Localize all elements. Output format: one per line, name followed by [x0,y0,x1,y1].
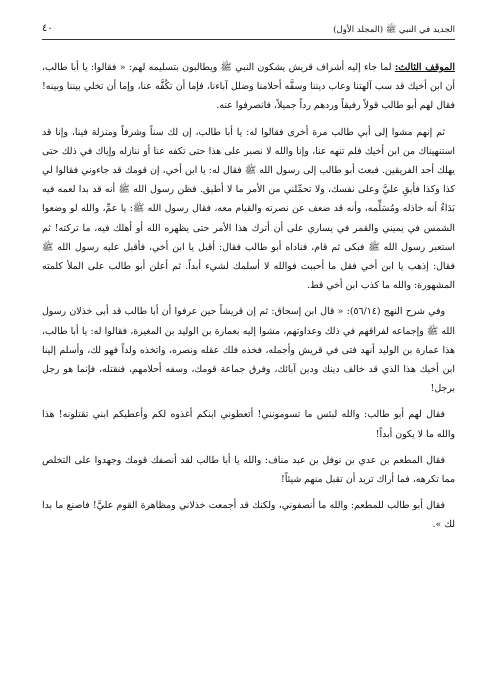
running-title: الجديد في النبي ﷺ (المجلد الأول) [333,24,455,35]
paragraph-5: فقال المطعم بن عدي بن نوفل بن عبد مناف: والله يا أبا طالب لقد أنصفك قومك وجهدوا على التخلص مما تكرهه، فما أراك تريد أن تقبل منهم شيئاً! [42,454,455,486]
section-label: الموقف الثالث: [394,62,455,73]
paragraph-2: ثم إنهم مشوا إلى أبي طالب مرة أخرى فقالوا له: يا أبا طالب، إن لك سناً وشرفاً ومنزلة فينا، وإنا قد استنهيناك من ابن أخيك فلم تنهه عنا، وإنا والله لا نصبر على هذا حتى تكفه عنا أو ننازله وإياك في ذلك حتى يهلك أحد الفريقين. فبعث أبو طالب إلى رسول الله ﷺ فقال له: يا ابن أخي، إن قومك قد جاءوني فقالوا لي كذا وكذا فأبقِ عليَّ وعلى نفسك، ولا تحمِّلني من الأمر ما لا أطيق. فظن رسول الله ﷺ أنه قد بدا لعمه فيه بَدَاءٌ أنه خاذله ومُسَلِّمه، وأنه قد ضعف عن نصرته والقيام معه، فقال رسول الله ﷺ: يا عمِّ، والله لو وضعوا الشمس في يميني والقمر في يساري على أن أترك هذا الأمر حتى يظهره الله أو أهلك فيه، ما تركته! ثم استعبر رسول الله ﷺ فبكى ثم قام، فناداه أبو طالب فقال: أقبل يا ابن أخي، فأقبل عليه رسول الله ﷺ فقال: إذهب يا ابن أخي فقل ما أحببت فوالله لا أسلمك لشيء أبداً. ثم أعلن أبو طالب على الملأ كلمته المشهورة: والله ما كذب ابن أخي قط. [42,126,455,292]
page-number: ٤٠ [42,23,53,34]
book-page [42,10,455,685]
paragraph-1 [42,58,455,116]
page-body [42,58,455,535]
page-header [42,10,455,40]
paragraph-text: لما جاء إليه أشراف قريش يشكون النبي ﷺ ويطالبون بتسليمه لهم: « فقالوا: يا أبا طالب، أن ابن أخيك قد سب آلهتنا وعاب ديننا وسفَّه أحلامنا وضلل آباءنا، فإما أن تكُفَّه عنا، وإما أن تخلي بيننا وبينه! فقال لهم أبو طالب قولاً رفيقاً وردهم رداً جميلاً، فانصرفوا عنه. [42,62,455,112]
paragraph-3: وفي شرح النهج (٥٦/١٤): « قال ابن إسحاق: ثم إن قريشاً حين عرفوا أن أبا طالب قد أبى خذلان رسول الله ﷺ وإجماعه لفراقهم في ذلك وعداوتهم، مشوا إليه بعمارة بن الوليد بن المغيرة، فقالوا له: يا أبا طالب، هذا عمارة بن الوليد أنهد فتى في قريش وأجمله، فخذه فلك عقله ونصره، واتخذه ولداً فهو لك، وأسلم إلينا ابن أخيك هذا الذي قد خالف دينك ودين آبائك، وفرق جماعة قومك، وسفه أحلامهم، فنقتله، فإنما هو رجل برجل! [42,306,455,395]
paragraph-6: فقال أبو طالب للمطعم: والله ما أنصفوني، ولكنك قد أجمعت خذلاني ومظاهرة القوم عليَّ! فاصنع ما بدا لك ». [42,500,455,531]
paragraph-4: فقال لهم أبو طالب: والله لبئس ما تسومونني! أتعطوني ابنكم أغذوه لكم وأعطيكم ابني تقتلونه! هذا والله ما لا يكون أبداً! [42,409,455,440]
